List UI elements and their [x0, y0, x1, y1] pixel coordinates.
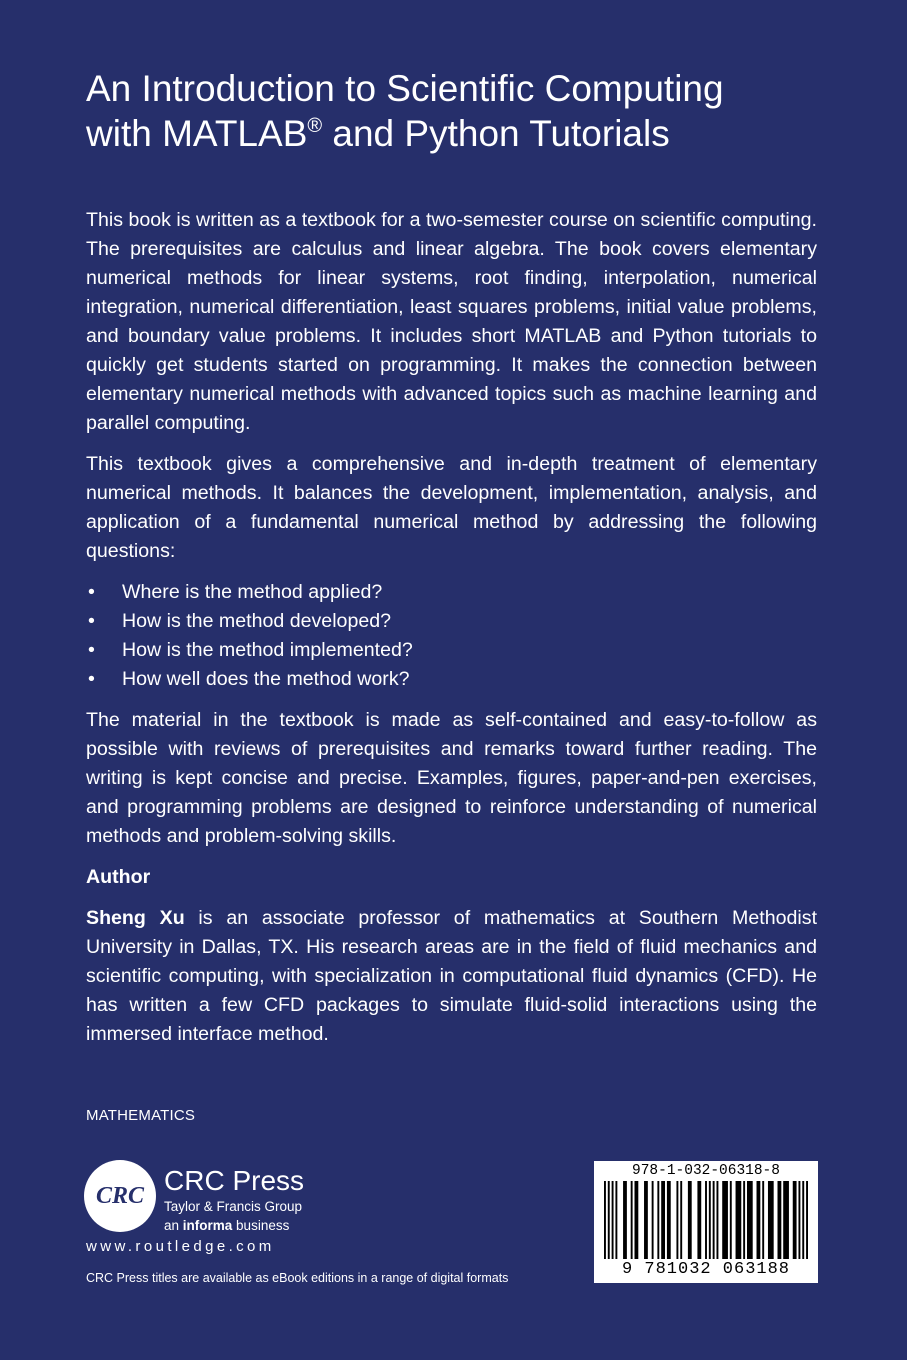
crc-logo-text: CRC [95, 1182, 145, 1209]
description-paragraph-2: This textbook gives a comprehensive and in-depth treatment of elementary numerical methods. It balances the development, implementation, analysis, and application of a fundamental numerical method by addressing the following questions: [86, 453, 817, 562]
barcode-bar [730, 1181, 732, 1259]
barcode-bar [806, 1181, 808, 1259]
barcode-bar [680, 1181, 682, 1259]
barcode-bar [612, 1181, 614, 1259]
barcode-bar [631, 1181, 633, 1259]
barcode-bar [743, 1181, 745, 1259]
publisher-website[interactable]: www.routledge.com [86, 1238, 275, 1255]
question-list [86, 578, 817, 694]
barcode-bar [697, 1181, 701, 1259]
barcode-bar [713, 1181, 715, 1259]
author-bio-text: is an associate professor of mathematics at Southern Methodist University in Dallas, TX. His research areas are in the field of fluid mechanics and scientific computing, with specialization in computational fluid dynamics (CFD). He has written a few CFD packages to simulate fluid-solid interactions using the immersed interface method. [86, 907, 818, 1045]
crc-logo [84, 1160, 156, 1232]
barcode-bar [768, 1181, 774, 1259]
back-cover-description [86, 206, 817, 1061]
barcode-bar [762, 1181, 764, 1259]
question-item [86, 578, 817, 607]
barcode-bar [783, 1181, 789, 1259]
barcode-bar [709, 1181, 711, 1259]
description-paragraph-3: The material in the textbook is made as self-contained and easy-to-follow as possible with reviews of prerequisites and remarks toward further reading. The writing is kept concise and precise. Examples, figures, paper-and-pen exercises, and programming problems are designed to reinforce understanding of numerical methods and problem-solving skills. [86, 709, 817, 847]
barcode-bar [661, 1181, 665, 1259]
informa-word: informa [182, 1218, 233, 1233]
bullet-icon: • [88, 610, 95, 632]
question-text: How is the method implemented? [122, 639, 413, 661]
barcode-bar [757, 1181, 761, 1259]
barcode-bar [608, 1181, 610, 1259]
bullet-icon: • [88, 581, 95, 603]
barcode-bar [736, 1181, 742, 1259]
ean-digits: 9 781032 063188 [621, 1260, 791, 1279]
title-line-2-end: and Python Tutorials [322, 113, 670, 154]
bullet-icon: • [88, 668, 95, 690]
author-name: Sheng Xu [86, 907, 185, 929]
description-paragraph-1: This book is written as a textbook for a two-semester course on scientific computing. The prerequisites are calculus and linear algebra. The book covers elementary numerical methods for linear systems, root finding, interpolation, numerical integration, numerical differentiation, least squares problems, initial value problems, and boundary value problems. It includes short MATLAB and Python tutorials to quickly get students started on programming. It makes the connection between elementary numerical methods with advanced topics such as machine learning and parallel computing. [86, 209, 817, 434]
informa-suffix: business [232, 1218, 290, 1233]
barcode-bar [604, 1181, 606, 1259]
barcode-bar [667, 1181, 671, 1259]
barcode-bar [747, 1181, 753, 1259]
title-line-2-start: with MATLAB [86, 113, 308, 154]
barcode-bar [798, 1181, 800, 1259]
question-item [86, 607, 817, 636]
barcode-bar [676, 1181, 678, 1259]
bullet-icon: • [88, 639, 95, 661]
barcode-bar [615, 1181, 617, 1259]
barcode-bar [793, 1181, 797, 1259]
barcode-bar [657, 1181, 659, 1259]
publisher-group: Taylor & Francis Group [164, 1199, 303, 1214]
question-text: How is the method developed? [122, 610, 392, 632]
barcode-bar [635, 1181, 639, 1259]
publisher-informa-line [164, 1218, 289, 1233]
question-item [86, 636, 817, 665]
barcode-bar [652, 1181, 654, 1259]
barcode-bar [644, 1181, 648, 1259]
barcode-bar [623, 1181, 627, 1259]
barcode-bars [604, 1181, 808, 1259]
barcode-bar [716, 1181, 718, 1259]
title-line-1: An Introduction to Scientific Computing [86, 68, 724, 109]
author-bio [86, 904, 817, 1049]
ebook-note: CRC Press titles are available as eBook editions in a range of digital formats [86, 1271, 509, 1285]
registered-mark: ® [307, 115, 323, 137]
isbn-number: 978-1-032-06318-8 [632, 1163, 780, 1179]
informa-prefix: an [164, 1218, 183, 1233]
subject-category: MATHEMATICS [86, 1107, 196, 1124]
barcode-bar [688, 1181, 692, 1259]
question-text: Where is the method applied? [122, 581, 383, 603]
author-heading: Author [86, 866, 151, 888]
barcode-bar [705, 1181, 707, 1259]
publisher-name: CRC Press [164, 1165, 305, 1196]
barcode-bar [778, 1181, 782, 1259]
book-title [86, 66, 846, 156]
barcode-bar [802, 1181, 804, 1259]
barcode-bar [722, 1181, 728, 1259]
question-item [86, 665, 817, 694]
question-text: How well does the method work? [122, 668, 410, 690]
isbn-barcode [594, 1161, 818, 1283]
